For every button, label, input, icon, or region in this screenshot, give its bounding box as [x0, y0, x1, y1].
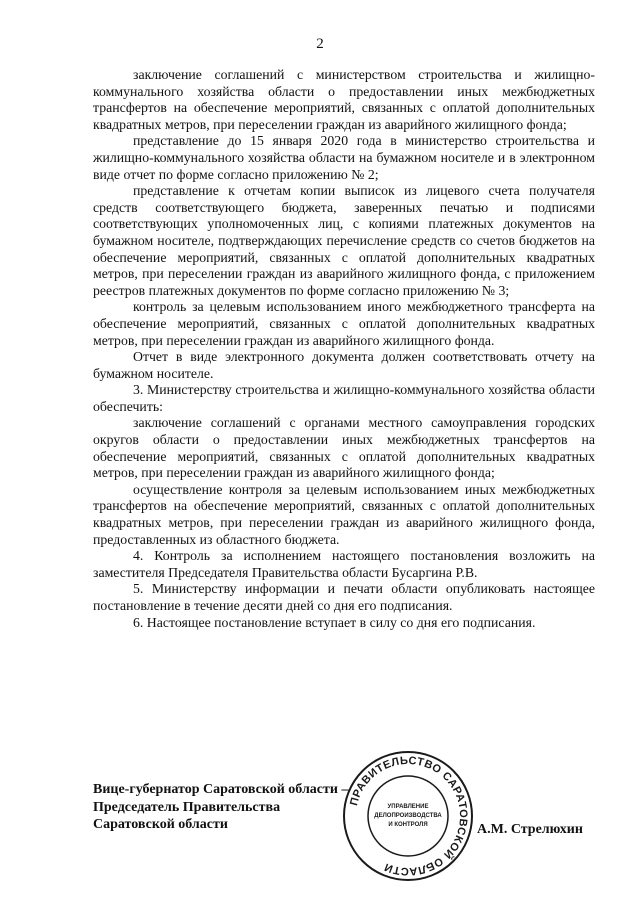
- page-number: 2: [316, 36, 324, 52]
- signatory-title-line-2: Председатель Правительства: [93, 799, 281, 815]
- seal-inner-line-3: И КОНТРОЛЯ: [388, 822, 428, 828]
- paragraph-item-5: 5. Министерству информации и печати области опубликовать настоящее постановление в течение десяти дней со дня его подписания.: [93, 581, 595, 613]
- paragraph-item-3: 3. Министерству строительства и жилищно-коммунального хозяйства области обеспечить:: [93, 382, 595, 414]
- paragraph-control-implementation: осуществление контроля за целевым использованием иных межбюджетных трансфертов на обеспечение мероприятий, связанных с оплатой дополнительных квадратных метров, при переселении граждан из аварийного жилищного фонда, предоставленных из областного бюджета.: [93, 481, 595, 547]
- signatory-title-line-1: Вице-губернатор Саратовской области –: [93, 782, 349, 797]
- paragraph-statement-copies: представление к отчетам копии выписок из лицевого счета получателя средств соответствующего бюджета, заверенных печатью и подписями соответствующих уполномоченных лиц, с копиями платежных документов на бумажном носителе, подтверждающих перечисление средств со счетов бюджетов на обеспечение мероприятий, связанных с оплатой дополнительных квадратных метров, при переселении граждан из аварийного жилищного фонда, с приложением реестров платежных документов по форме согласно приложению № 3;: [93, 183, 595, 298]
- seal-inner-line-1: УПРАВЛЕНИЕ: [387, 804, 429, 810]
- signatory-name: А.М. Стрелюхин: [477, 822, 583, 837]
- document-body: [93, 67, 595, 631]
- paragraph-targeted-use-control: контроль за целевым использованием иного межбюджетного трансферта на обеспечение мероприятий, связанных с оплатой дополнительных квадратных метров, при переселении граждан из аварийного жилищного фонда.: [93, 299, 595, 348]
- paragraph-report-deadline: представление до 15 января 2020 года в министерство строительства и жилищно-коммунального хозяйства области на бумажном носителе и в электронном виде отчет по форме согласно приложению № 2;: [93, 133, 595, 182]
- seal-outer-text: ПРАВИТЕЛЬСТВО САРАТОВСКОЙ ОБЛАСТИ: [348, 754, 470, 878]
- official-seal: [340, 748, 476, 884]
- signatory-title-line-3: Саратовской области: [93, 817, 228, 832]
- paragraph-item-6: 6. Настоящее постановление вступает в силу со дня его подписания.: [133, 614, 536, 630]
- paragraph-item-4: 4. Контроль за исполнением настоящего постановления возложить на заместителя Председателя Правительства области Бусаргина Р.В.: [93, 548, 595, 580]
- paragraph-agreement-local-government: заключение соглашений с органами местного самоуправления городских округов области о предоставлении иных межбюджетных трансфертов на обеспечение мероприятий, связанных с оплатой дополнительных квадратных метров, при переселении граждан из аварийного жилищного фонда;: [93, 415, 595, 481]
- paragraph-electronic-report: Отчет в виде электронного документа должен соответствовать отчету на бумажном носителе.: [93, 349, 595, 381]
- seal-inner-line-2: ДЕЛОПРОИЗВОДСТВА: [374, 813, 442, 819]
- paragraph-agreement-ministry: заключение соглашений с министерством строительства и жилищно-коммунального хозяйства области о предоставлении иных межбюджетных трансфертов на обеспечение мероприятий, связанных с оплатой дополнительных квадратных метров, при переселении граждан из аварийного жилищного фонда;: [93, 67, 595, 132]
- signature-block: [93, 781, 348, 834]
